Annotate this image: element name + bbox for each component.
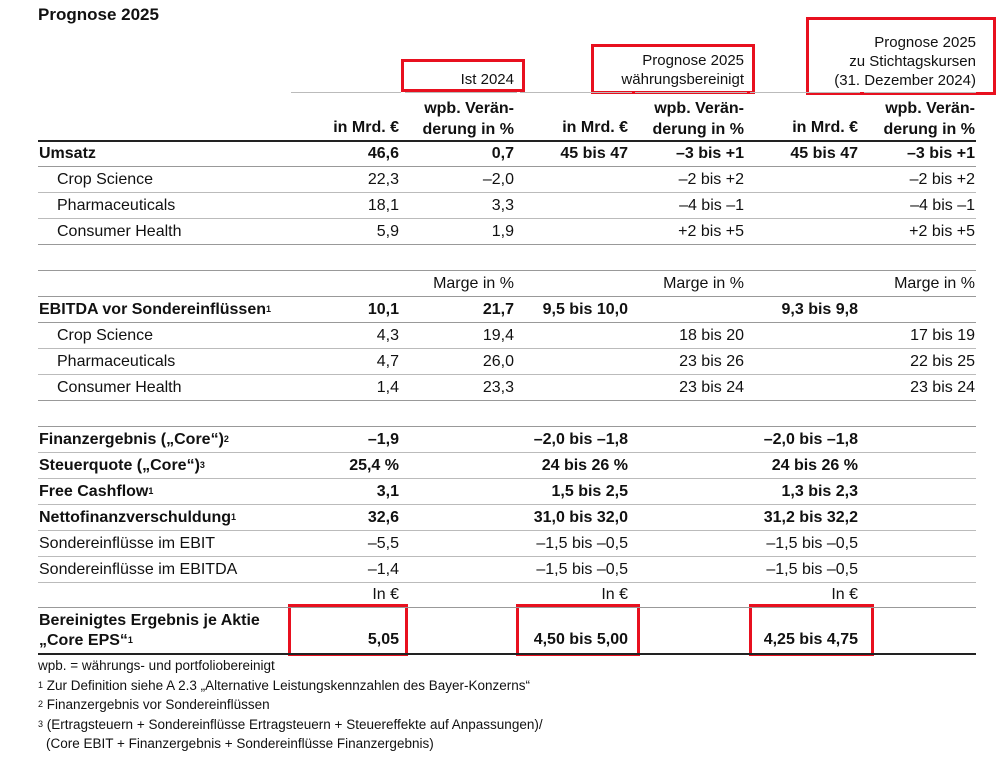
subheader-wpb-line1: wpb. Verän- [424, 100, 514, 117]
cell-value: 23 bis 24 [910, 379, 975, 396]
footnote-3: $^3$ (Ertragsteuern + Sondereinflüsse Ertragsteuern + Steuereffekte auf Anpassungen)/ [38, 717, 543, 732]
cell-value: 22 bis 25 [910, 353, 975, 370]
row-label: EBITDA vor Sondereinflüssen$^1$ [39, 301, 272, 318]
cell-value: 0,7 [491, 145, 514, 162]
footnote-wpb: wpb. = währungs- und portfoliobereinigt [38, 658, 275, 673]
row-label: Crop Science [57, 171, 154, 188]
cell-value: 9,3 bis 9,8 [781, 301, 858, 318]
col-header-prognose-fx-line2: währungsbereinigt [621, 71, 744, 88]
subheader-marge: Marge in % [433, 275, 514, 292]
cell-value: +2 bis +5 [909, 223, 975, 240]
table-header-rule [38, 140, 976, 142]
cell-value: 3,1 [376, 483, 399, 500]
row-rule [38, 607, 976, 608]
cell-value: 26,0 [482, 353, 514, 370]
highlight-box-prognose-fx [591, 44, 755, 94]
cell-value: –1,5 bis –0,5 [536, 561, 628, 578]
cell-value: 45 bis 47 [790, 145, 858, 162]
col-header-ist-2024: Ist 2024 [460, 71, 514, 88]
subheader-in-mrd: in Mrd. € [792, 119, 858, 136]
cell-value: 4,3 [376, 327, 399, 344]
row-label: Steuerquote („Core“)$^3$ [39, 457, 205, 474]
cell-value: 3,3 [491, 197, 514, 214]
row-label: Pharmaceuticals [57, 353, 176, 370]
row-rule [38, 556, 976, 557]
cell-value: 4,7 [376, 353, 399, 370]
col-header-prognose-rate-line3: (31. Dezember 2024) [834, 72, 976, 89]
subheader-marge: Marge in % [663, 275, 744, 292]
cell-value: –5,5 [367, 535, 399, 552]
subheader-in-mrd: in Mrd. € [333, 119, 399, 136]
row-rule [38, 166, 976, 167]
row-rule [38, 296, 976, 297]
row-rule [38, 244, 976, 245]
row-label: Free Cashflow$^1$ [39, 483, 154, 500]
cell-value: 21,7 [482, 301, 514, 318]
cell-value: –3 bis +1 [675, 145, 744, 162]
cell-value: 18 bis 20 [679, 327, 744, 344]
cell-value: –1,5 bis –0,5 [536, 535, 628, 552]
row-rule [38, 374, 976, 375]
cell-value: –1,4 [367, 561, 399, 578]
subheader-wpb-line2: derung in % [422, 121, 514, 138]
row-rule [38, 322, 976, 323]
subheader-in-eur: In € [372, 586, 399, 603]
header-rule [291, 92, 401, 93]
subheader-wpb [864, 98, 975, 140]
subheader-wpb-line1: wpb. Verän- [654, 100, 744, 117]
footnote-2: $^2$ Finanzergebnis vor Sondereinflüssen [38, 697, 270, 712]
col-header-prognose-rate-line2: zu Stichtagskursen [849, 53, 976, 70]
cell-value: –4 bis –1 [679, 197, 744, 214]
header-rule [405, 92, 517, 93]
cell-value: 45 bis 47 [560, 145, 628, 162]
row-label: Crop Science [57, 327, 154, 344]
cell-value: –2,0 bis –1,8 [763, 431, 858, 448]
cell-value: 23 bis 24 [679, 379, 744, 396]
cell-value: 5,9 [376, 223, 399, 240]
cell-value: 5,05 [367, 631, 399, 648]
header-rule [635, 92, 747, 93]
subheader-in-eur: In € [831, 586, 858, 603]
cell-value: 31,2 bis 32,2 [763, 509, 858, 526]
row-label: Umsatz [39, 145, 96, 162]
row-rule [38, 348, 976, 349]
row-rule [38, 218, 976, 219]
cell-value: 22,3 [367, 171, 399, 188]
row-label-line2: „Core EPS“$^1$ [39, 632, 133, 649]
cell-value: 1,3 bis 2,3 [781, 483, 858, 500]
cell-value: –3 bis +1 [906, 145, 975, 162]
subheader-in-mrd: in Mrd. € [562, 119, 628, 136]
cell-value: 17 bis 19 [910, 327, 975, 344]
row-rule [38, 426, 976, 427]
row-rule [38, 582, 976, 583]
cell-value: 1,4 [376, 379, 399, 396]
cell-value: 32,6 [367, 509, 399, 526]
row-rule [38, 270, 976, 271]
cell-value: 4,50 bis 5,00 [533, 631, 628, 648]
highlight-box-prognose-rate [806, 17, 996, 95]
cell-value: 23 bis 26 [679, 353, 744, 370]
cell-value: –2 bis +2 [678, 171, 744, 188]
subheader-wpb-line2: derung in % [652, 121, 744, 138]
footnote-3-cont: (Core EBIT + Finanzergebnis + Sondereinflüsse Finanzergebnis) [46, 736, 434, 751]
cell-value: +2 bis +5 [678, 223, 744, 240]
cell-value: 10,1 [367, 301, 399, 318]
col-header-prognose-rate-line1: Prognose 2025 [874, 34, 976, 51]
page-title: Prognose 2025 [38, 5, 159, 24]
row-label: Sondereinflüsse im EBITDA [39, 561, 238, 578]
cell-value: 24 bis 26 % [541, 457, 628, 474]
cell-value: –4 bis –1 [910, 197, 975, 214]
cell-value: 1,5 bis 2,5 [551, 483, 628, 500]
row-label: Pharmaceuticals [57, 197, 176, 214]
row-rule [38, 400, 976, 401]
row-rule [38, 530, 976, 531]
subheader-wpb [405, 98, 514, 140]
subheader-in-eur: In € [601, 586, 628, 603]
header-rule [520, 92, 632, 93]
row-rule [38, 192, 976, 193]
row-label: Consumer Health [57, 223, 182, 240]
row-rule [38, 452, 976, 453]
cell-value: 31,0 bis 32,0 [533, 509, 628, 526]
cell-value: 9,5 bis 10,0 [542, 301, 628, 318]
footnote-1: $^1$ Zur Definition siehe A 2.3 „Alternative Leistungskennzahlen des Bayer-Konzerns“ [38, 678, 531, 693]
cell-value: 1,9 [491, 223, 514, 240]
row-rule [38, 478, 976, 479]
cell-value: –2,0 bis –1,8 [533, 431, 628, 448]
subheader-wpb-line2: derung in % [883, 121, 975, 138]
subheader-wpb [635, 98, 744, 140]
cell-value: –1,5 bis –0,5 [766, 561, 858, 578]
row-label: Finanzergebnis („Core“)$^2$ [39, 431, 229, 448]
row-label: Sondereinflüsse im EBIT [39, 535, 216, 552]
cell-value: –2,0 [482, 171, 514, 188]
header-rule [864, 92, 976, 93]
cell-value: –2 bis +2 [909, 171, 975, 188]
cell-value: 19,4 [482, 327, 514, 344]
table-bottom-rule [38, 653, 976, 655]
cell-value: 23,3 [482, 379, 514, 396]
subheader-marge: Marge in % [894, 275, 975, 292]
cell-value: 46,6 [367, 145, 399, 162]
row-label [39, 611, 260, 651]
cell-value: 24 bis 26 % [771, 457, 858, 474]
row-label: Nettofinanzverschuldung$^1$ [39, 509, 237, 526]
row-label-line1: Bereinigtes Ergebnis je Aktie [39, 612, 260, 629]
col-header-prognose-fx-line1: Prognose 2025 [642, 52, 744, 69]
header-rule [750, 92, 860, 93]
row-rule [38, 504, 976, 505]
cell-value: –1,5 bis –0,5 [766, 535, 858, 552]
cell-value: –1,9 [367, 431, 399, 448]
cell-value: 18,1 [367, 197, 399, 214]
subheader-wpb-line1: wpb. Verän- [885, 100, 975, 117]
cell-value: 4,25 bis 4,75 [763, 631, 858, 648]
highlight-box-ist-2024 [401, 59, 525, 92]
cell-value: 25,4 % [349, 457, 399, 474]
row-label: Consumer Health [57, 379, 182, 396]
